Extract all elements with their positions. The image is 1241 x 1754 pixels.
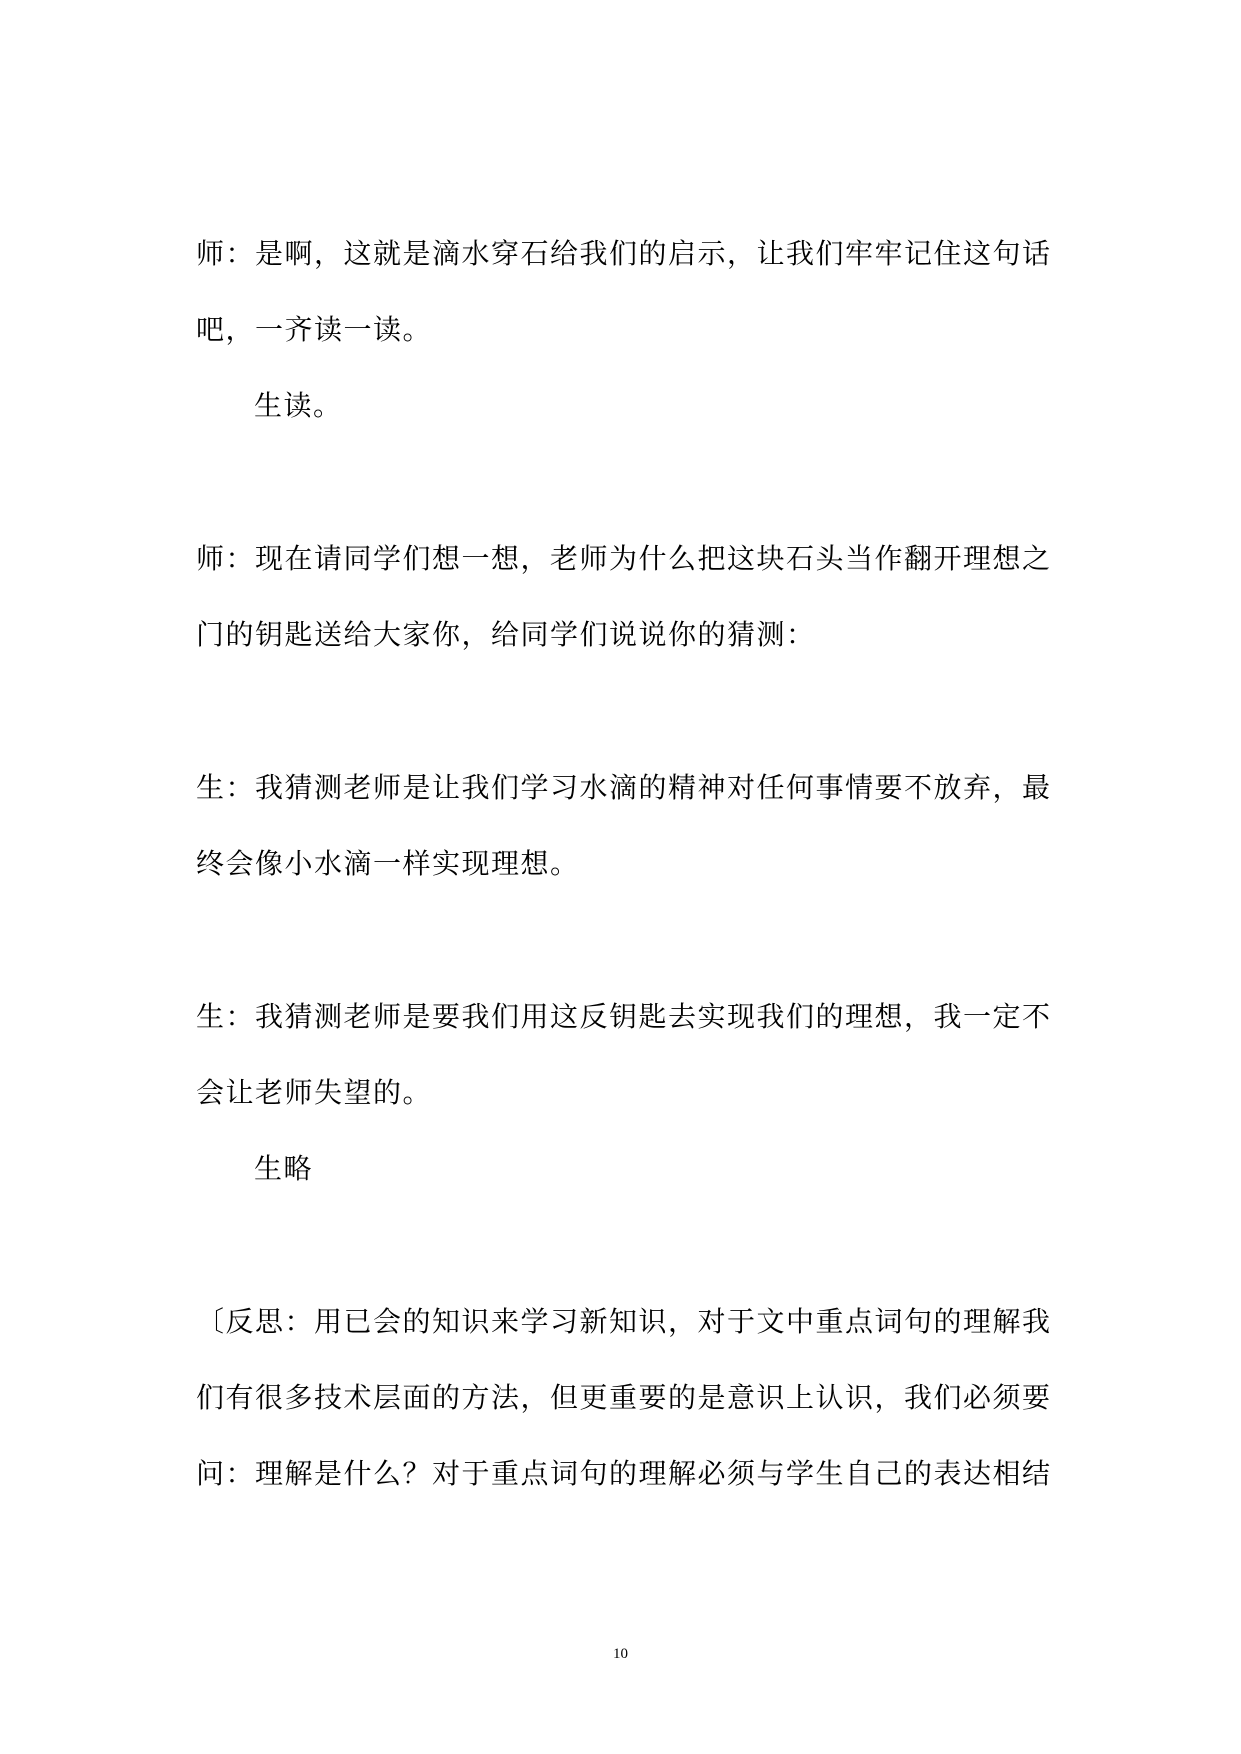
- paragraph-line: 生读。: [254, 389, 343, 422]
- paragraph-line: 师：是啊，这就是滴水穿石给我们的启示，让我们牢牢记住这句话: [196, 237, 1052, 270]
- paragraph-line: 生：我猜测老师是要我们用这反钥匙去实现我们的理想，我一定不: [196, 1000, 1052, 1033]
- paragraph-line: 会让老师失望的。: [196, 1076, 433, 1109]
- page-number: 10: [613, 1646, 628, 1662]
- paragraph-line: 门的钥匙送给大家你，给同学们说说你的猜测：: [196, 618, 816, 651]
- paragraph-line: 师：现在请同学们想一想，老师为什么把这块石头当作翻开理想之: [196, 542, 1052, 575]
- paragraph-line: 们有很多技术层面的方法，但更重要的是意识上认识，我们必须要: [196, 1381, 1052, 1414]
- paragraph-line: 〔反思：用已会的知识来学习新知识，对于文中重点词句的理解我: [196, 1305, 1052, 1338]
- paragraph-line: 生：我猜测老师是让我们学习水滴的精神对任何事情要不放弃，最: [196, 771, 1052, 804]
- paragraph-line: 终会像小水滴一样实现理想。: [196, 847, 580, 880]
- paragraph-line: 生略: [254, 1152, 314, 1185]
- paragraph-line: 吧，一齐读一读。: [196, 313, 433, 346]
- paragraph-line: 问：理解是什么？对于重点词句的理解必须与学生自己的表达相结: [196, 1457, 1052, 1490]
